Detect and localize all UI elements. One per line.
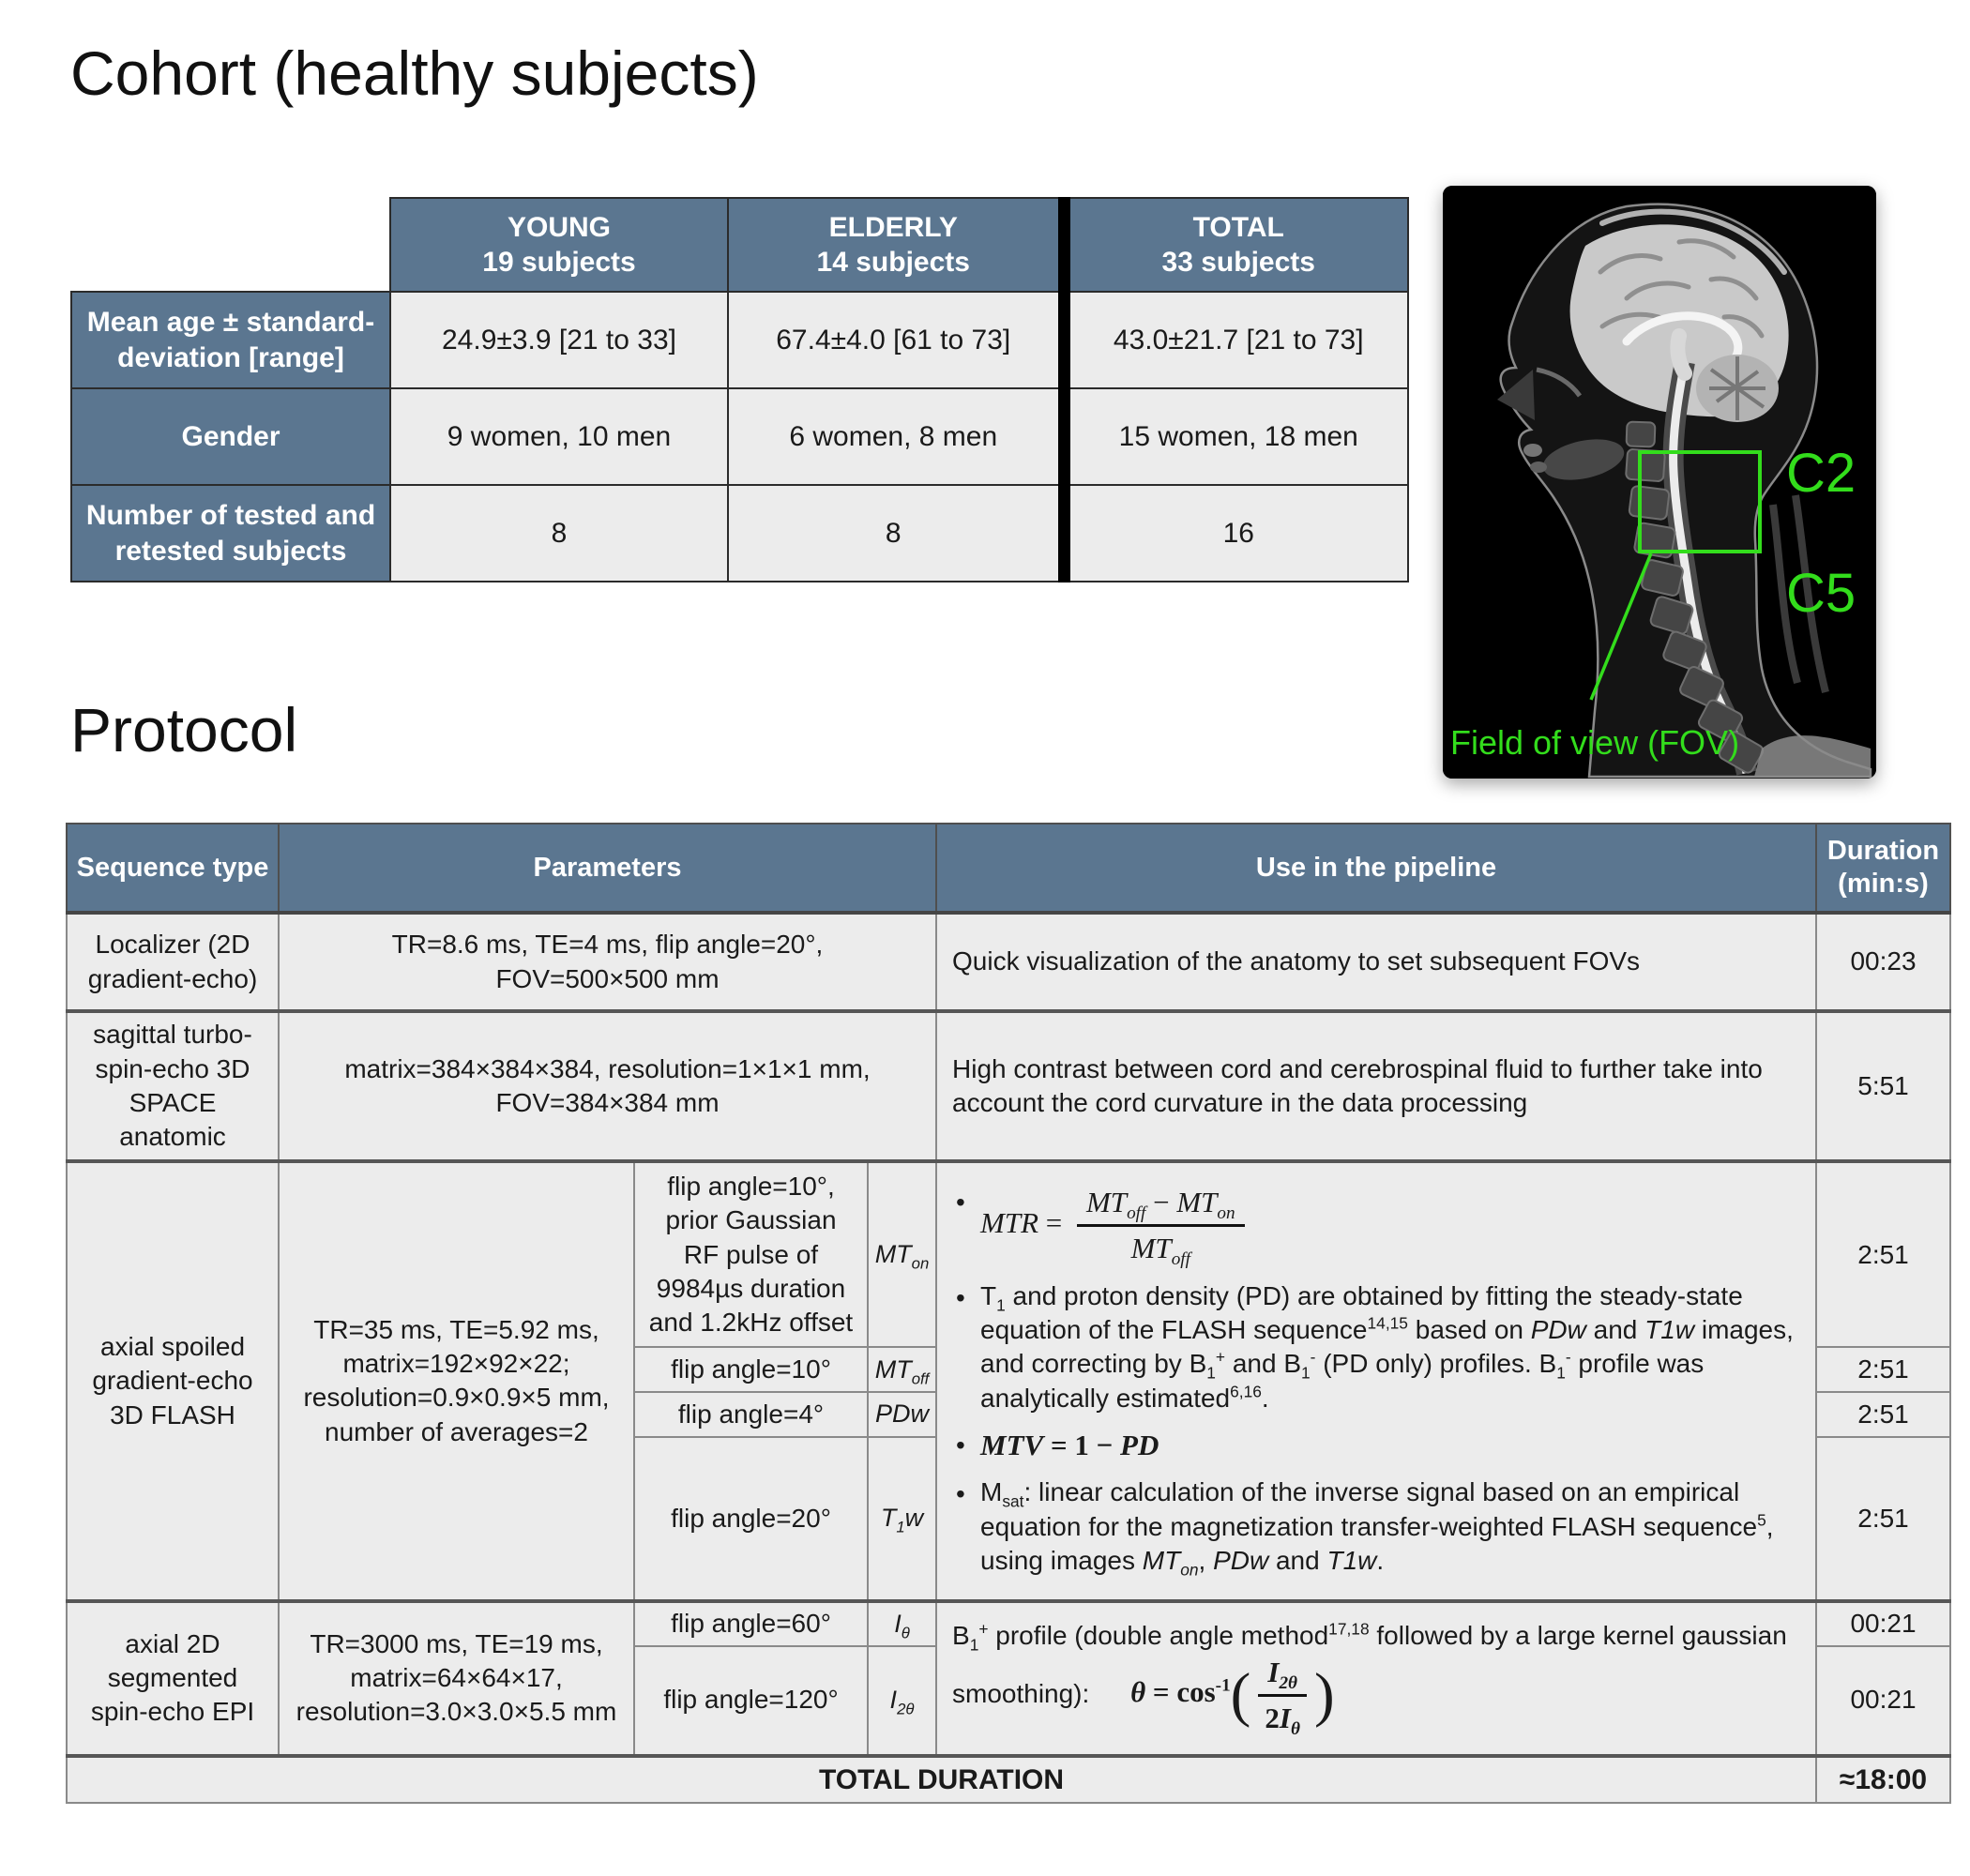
- parameters-flash-mton: flip angle=10°, prior Gaussian RF pulse of 9984µs duration and 1.2kHz offset: [634, 1161, 868, 1347]
- sequence-space: sagittal turbo- spin-echo 3D SPACE anatomic: [67, 1011, 279, 1161]
- cohort-table: [70, 197, 1409, 582]
- cohort-cell: 6 women, 8 men: [728, 388, 1064, 485]
- contrast-label-t1w: $T_1w$: [868, 1437, 936, 1601]
- cohort-section-title: Cohort (healthy subjects): [70, 38, 759, 108]
- pipeline-flash: [936, 1161, 1816, 1601]
- parameters-epi-itheta: flip angle=60°: [634, 1601, 868, 1646]
- contrast-label-mton: $MT_{on}$: [868, 1161, 936, 1347]
- contrast-label-i2theta: $I_{2\theta}$: [868, 1646, 936, 1756]
- sagittal-mri-image: [1443, 186, 1876, 779]
- cohort-cell: 24.9±3.9 [21 to 33]: [390, 292, 728, 388]
- total-duration-label: TOTAL DURATION: [67, 1756, 1816, 1803]
- cohort-col-header-elderly: [728, 198, 1064, 292]
- protocol-header-duration: Duration (min:s): [1816, 824, 1950, 913]
- cohort-cell: 67.4±4.0 [61 to 73]: [728, 292, 1064, 388]
- parameters-space: matrix=384×384×384, resolution=1×1×1 mm, FOV=384×384 mm: [279, 1011, 936, 1161]
- pipeline-item-msat: • $M_{sat}$: linear calculation of the inverse signal based on an empirical equation for the magnetization transfer-weighted FLASH sequence$^5$, using images $MT_{on}$, PDw and T1w.: [956, 1477, 1774, 1580]
- cohort-row-label-gender: Gender: [71, 388, 390, 485]
- cohort-cell: 8: [728, 485, 1064, 582]
- duration-itheta: 00:21: [1816, 1601, 1950, 1646]
- pipeline-localizer: Quick visualization of the anatomy to set subsequent FOVs: [936, 913, 1816, 1011]
- cohort-cell: 43.0±21.7 [21 to 73]: [1064, 292, 1408, 388]
- parameters-flash-main: TR=35 ms, TE=5.92 ms, matrix=192×92×22; resolution=0.9×0.9×5 mm, number of averages=2: [279, 1161, 634, 1601]
- cohort-col-subjects: 33 subjects: [1161, 247, 1315, 278]
- pipeline-epi: $B_1^+$ profile (double angle method$^{17,18}$ followed by a large kernel gaussian smoothing): $\theta = \cos^{-1}$( $\frac{I_{2\theta}}{2I_\theta}$ ): [936, 1601, 1816, 1756]
- cohort-cell: 8: [390, 485, 728, 582]
- protocol-table: [66, 823, 1951, 1804]
- cohort-row-label-mean-age: Mean age ± standard- deviation [range]: [71, 292, 390, 388]
- parameters-localizer: TR=8.6 ms, TE=4 ms, flip angle=20°, FOV=500×500 mm: [279, 913, 936, 1011]
- pipeline-item-t1-pd: • $T_1$ and proton density (PD) are obtained by fitting the steady-state equation of the FLASH sequence$^{14,15}$ based on PDw and T1w images, and correcting by $B_1^+$ and $B_1^-$ (PD only) profiles. $B_1^-$ profile was analytically estimated$^{6,16}$.: [956, 1280, 1794, 1413]
- protocol-section-title: Protocol: [70, 695, 298, 764]
- duration-mton: 2:51: [1816, 1161, 1950, 1347]
- cohort-col-name: YOUNG: [507, 211, 611, 243]
- parameters-flash-mtoff: flip angle=10°: [634, 1347, 868, 1392]
- cohort-col-name: ELDERLY: [828, 211, 958, 243]
- parameters-flash-pdw: flip angle=4°: [634, 1392, 868, 1437]
- duration-pdw: 2:51: [1816, 1392, 1950, 1437]
- pipeline-item-mtr-formula: • MTR = $\frac{MT_{off} - MT_{on}}{MT_{off}}$: [952, 1184, 1800, 1268]
- duration-space: 5:51: [1816, 1011, 1950, 1161]
- cohort-col-subjects: 19 subjects: [482, 247, 636, 278]
- parameters-flash-t1w: flip angle=20°: [634, 1437, 868, 1601]
- parameters-epi-i2theta: flip angle=120°: [634, 1646, 868, 1756]
- contrast-label-pdw: PDw: [868, 1392, 936, 1437]
- cohort-col-name: TOTAL: [1192, 211, 1284, 243]
- contrast-label-itheta: $I_\theta$: [868, 1601, 936, 1646]
- duration-mtoff: 2:51: [1816, 1347, 1950, 1392]
- c5-label: C5: [1786, 563, 1856, 624]
- protocol-header-sequence: Sequence type: [67, 824, 279, 913]
- cohort-cell: 16: [1064, 485, 1408, 582]
- cohort-col-subjects: 14 subjects: [816, 247, 970, 278]
- pipeline-space: High contrast between cord and cerebrospinal fluid to further take into account the cord curvature in the data processing: [936, 1011, 1816, 1161]
- contrast-label-mtoff: $MT_{off}$: [868, 1347, 936, 1392]
- pipeline-item-mtv-formula: • MTV = 1 − PD: [956, 1429, 1159, 1462]
- sequence-epi: axial 2D segmented spin-echo EPI: [67, 1601, 279, 1756]
- total-duration-value: ≈18:00: [1816, 1756, 1950, 1803]
- cohort-cell: 9 women, 10 men: [390, 388, 728, 485]
- duration-t1w: 2:51: [1816, 1437, 1950, 1601]
- duration-localizer: 00:23: [1816, 913, 1950, 1011]
- protocol-header-pipeline: Use in the pipeline: [936, 824, 1816, 913]
- cohort-blank-corner: [71, 198, 390, 292]
- cohort-col-header-total: [1064, 198, 1408, 292]
- fov-label: Field of view (FOV): [1450, 723, 1740, 762]
- sequence-flash: axial spoiled gradient-echo 3D FLASH: [67, 1161, 279, 1601]
- parameters-epi-main: TR=3000 ms, TE=19 ms, matrix=64×64×17, resolution=3.0×3.0×5.5 mm: [279, 1601, 634, 1756]
- protocol-header-parameters: Parameters: [279, 824, 936, 913]
- cohort-row-label-retested: Number of tested and retested subjects: [71, 485, 390, 582]
- sequence-localizer: Localizer (2D gradient-echo): [67, 913, 279, 1011]
- cohort-cell: 15 women, 18 men: [1064, 388, 1408, 485]
- cohort-col-header-young: [390, 198, 728, 292]
- duration-i2theta: 00:21: [1816, 1646, 1950, 1756]
- c2-label: C2: [1786, 443, 1856, 504]
